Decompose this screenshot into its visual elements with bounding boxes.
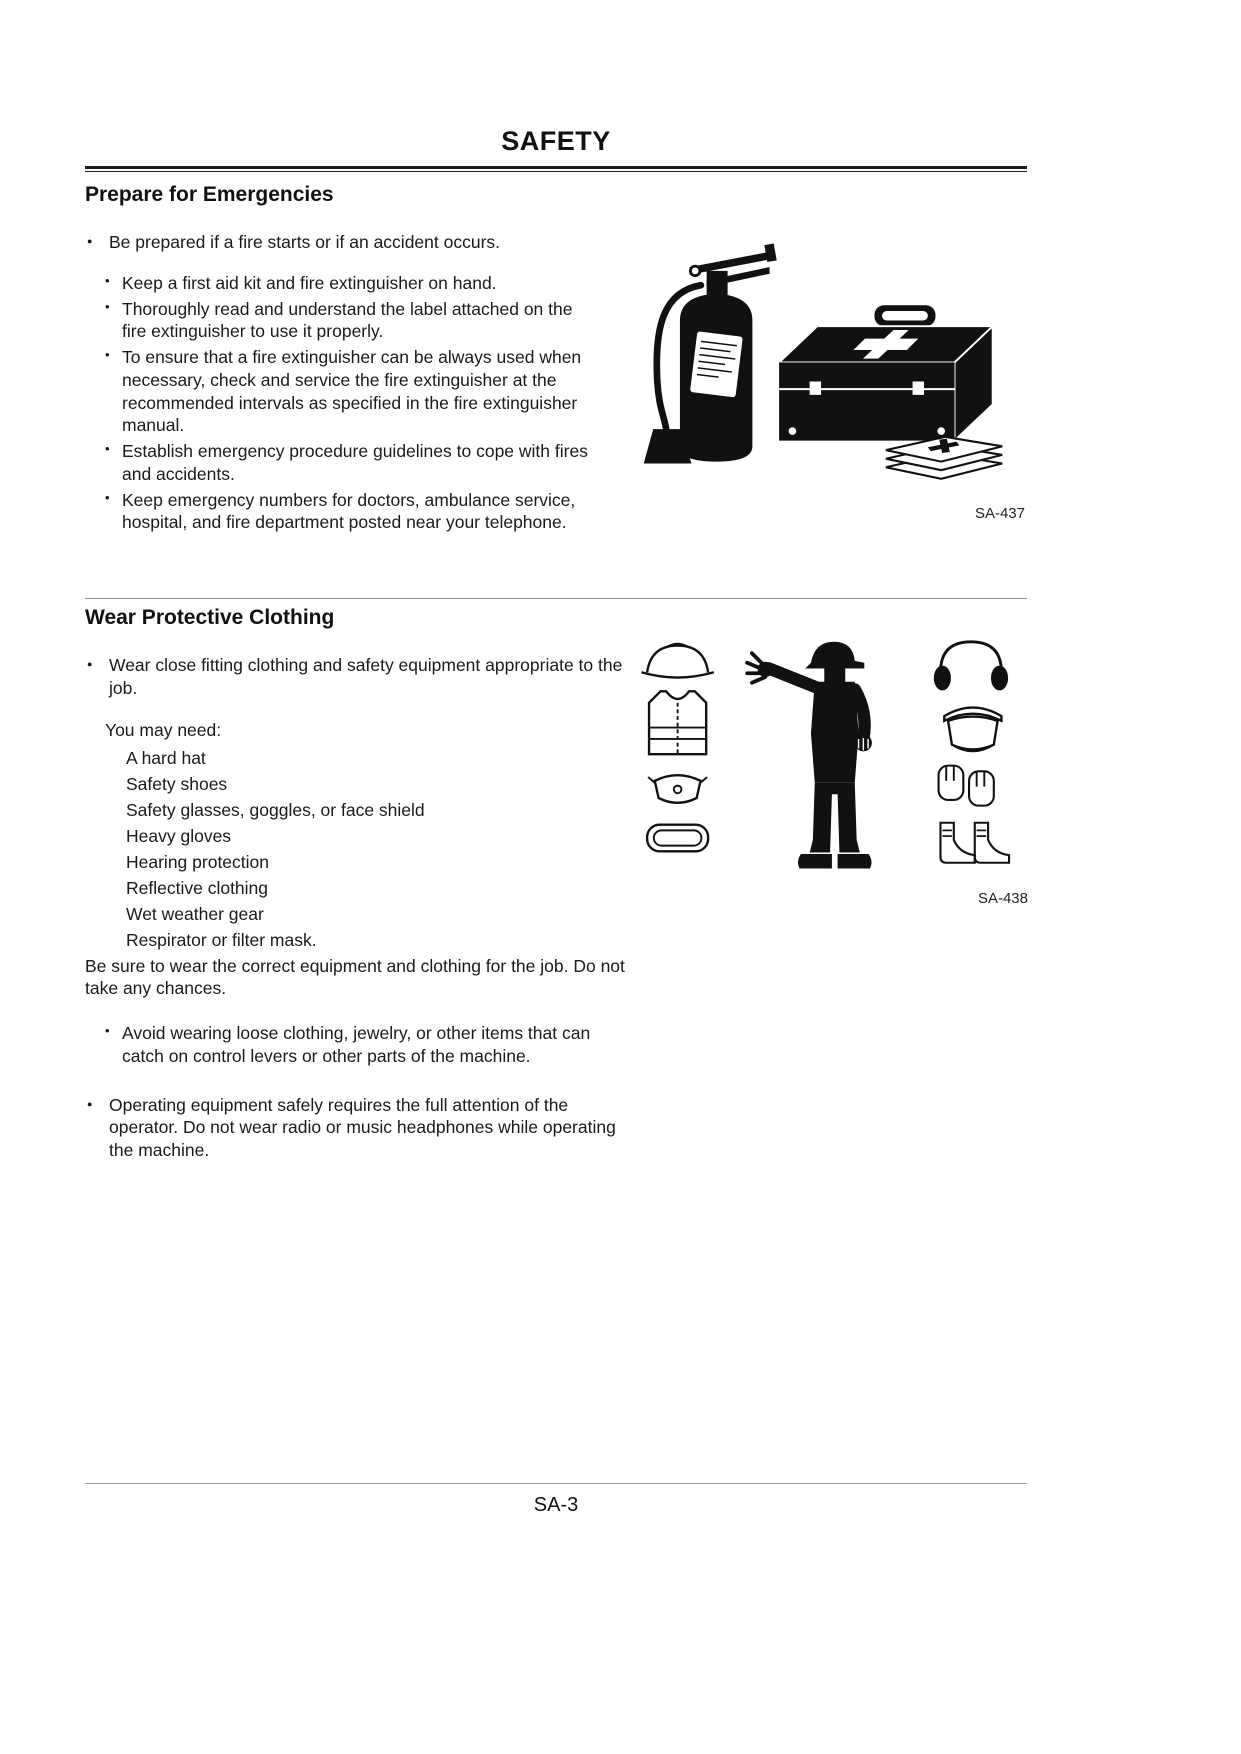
- protective-clothing-illustration: [630, 634, 1030, 882]
- sub-bullet-item: • To ensure that a fire extinguisher can be always used when necessary, check and service the fire extinguisher at the recommended intervals as specified in the fire extinguisher manual.: [105, 346, 600, 437]
- caution-paragraph: Be sure to wear the correct equipment and clothing for the job. Do not take any chances.: [85, 955, 625, 999]
- bullet-item: ● Wear close fitting clothing and safety equipment appropriate to the job.: [85, 654, 630, 700]
- footer-page-number: SA-3: [533, 1494, 579, 1516]
- need-item: Reflective clothing: [126, 877, 269, 898]
- hard-hat-icon: [641, 644, 713, 678]
- left-icon-column: [641, 644, 713, 852]
- section2-sub-bullets: [105, 1022, 630, 1068]
- need-item: Respirator or filter mask.: [126, 929, 317, 950]
- section-prepare-for-emergencies: [85, 183, 1027, 537]
- safety-vest-icon: [649, 691, 706, 754]
- sub-bullet-item: • Keep a first aid kit and fire extinguisher on hand.: [105, 272, 600, 295]
- worker-figure: [747, 642, 872, 869]
- sub-bullet-item: • Establish emergency procedure guidelines to cope with fires and accidents.: [105, 440, 600, 486]
- footer-rule: [85, 1483, 1027, 1484]
- need-item: Safety glasses, goggles, or face shield: [126, 799, 425, 820]
- sub-bullet-item: • Keep emergency numbers for doctors, ambulance service, hospital, and fire department posted near your telephone.: [105, 489, 600, 535]
- section2-bullets-2: [85, 1094, 630, 1162]
- header-rule: [85, 166, 1027, 172]
- need-item: Hearing protection: [126, 851, 269, 872]
- fire-extinguisher-first-aid-kit-illustration: [617, 225, 1027, 497]
- figure1-caption: SA-437: [974, 505, 1025, 522]
- respirator-mask-icon: [648, 775, 707, 803]
- goggles-icon: [647, 825, 708, 852]
- ear-muffs-icon: [934, 642, 1008, 691]
- figure-fire-safety: [600, 183, 1027, 537]
- section2-text: [85, 606, 630, 1180]
- figure2-caption: SA-438: [977, 890, 1028, 907]
- section2-title: Wear Protective Clothing: [85, 606, 335, 629]
- section1-bullets: [85, 231, 600, 254]
- section1-sub-bullets: [105, 272, 600, 534]
- bullet-item: ● Be prepared if a fire starts or if an accident occurs.: [85, 231, 600, 254]
- figure-protective-clothing: [630, 606, 1030, 1180]
- sub-bullet-item: • Avoid wearing loose clothing, jewelry, or other items that can catch on control levers or other parts of the machine.: [105, 1022, 630, 1068]
- sub-bullet-item: • Thoroughly read and understand the label attached on the fire extinguisher to use it properly.: [105, 298, 600, 344]
- bullet-item: ● Operating equipment safely requires the full attention of the operator. Do not wear radio or music headphones while operating the machine.: [85, 1094, 630, 1162]
- right-icon-column: [934, 642, 1009, 863]
- need-item: Safety shoes: [126, 773, 228, 794]
- need-item: A hard hat: [126, 747, 206, 768]
- section1-title: Prepare for Emergencies: [85, 183, 334, 206]
- section-divider: [85, 598, 1027, 599]
- boots-icon: [940, 823, 1009, 863]
- page-title: SAFETY: [501, 126, 611, 156]
- section1-text: [85, 183, 600, 537]
- page-header: [85, 126, 1027, 172]
- gloves-icon: [939, 766, 994, 806]
- need-list: [126, 745, 630, 953]
- section2-bullets-1: [85, 654, 630, 700]
- need-intro: You may need:: [105, 719, 222, 740]
- need-item: Wet weather gear: [126, 903, 264, 924]
- section-wear-protective-clothing: [85, 606, 1027, 1180]
- face-shield-icon: [944, 708, 1001, 752]
- need-item: Heavy gloves: [126, 825, 232, 846]
